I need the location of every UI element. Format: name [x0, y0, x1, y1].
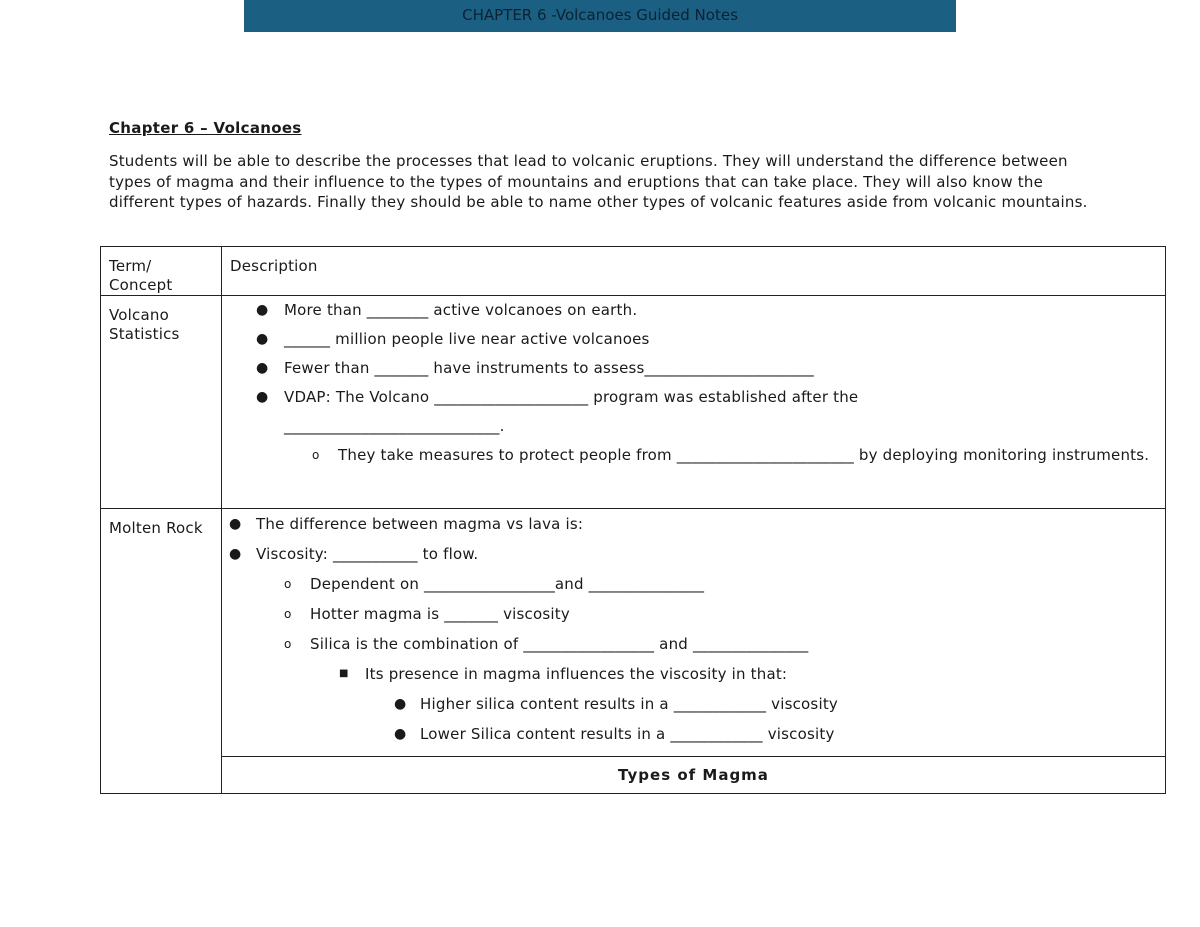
list-item-text: They take measures to protect people from _______________________ by deploying monitoring instruments.: [338, 446, 1150, 464]
list-item-text: Hotter magma is _______ viscosity: [310, 605, 570, 623]
bullet-icon: ●: [256, 360, 269, 376]
list-item-text: Its presence in magma influences the viscosity in that:: [365, 665, 788, 683]
term-cell: [101, 509, 222, 794]
header-description-cell: [222, 247, 1166, 296]
list-item-text: Higher silica content results in a ____________ viscosity: [420, 695, 838, 713]
bullet-icon: ●: [229, 546, 242, 562]
table-row: [101, 509, 1166, 757]
list-item-text: More than ________ active volcanoes on earth.: [284, 301, 638, 319]
list-item-text: Lower Silica content results in a ____________ viscosity: [420, 725, 835, 743]
square-bullet-icon: ■: [339, 668, 349, 679]
list-item-text: Fewer than _______ have instruments to assess______________________: [284, 359, 814, 377]
bullet-icon: ●: [394, 726, 407, 742]
intro-paragraph: Students will be able to describe the processes that lead to volcanic eruptions. They will understand the difference between types of magma and their influence to the types of mountains and eruptions that can take place. They will also know the different types of hazards. Finally they should be able to name other types of volcanic features aside from volcanic mountains.: [109, 152, 1088, 212]
types-of-magma-cell: [222, 757, 1166, 794]
list-item-text: The difference between magma vs lava is:: [256, 515, 584, 533]
types-of-magma-heading: Types of Magma: [618, 766, 769, 784]
list-item-text: VDAP: The Volcano ____________________ program was established after the ____________________________.: [284, 388, 859, 435]
list-item: [222, 659, 1165, 689]
circle-bullet-icon: o: [284, 607, 292, 621]
list-item: [222, 599, 1165, 629]
notes-table: [100, 246, 1166, 794]
list-item: [222, 296, 1165, 325]
list-item-text: Dependent on _________________and _______________: [310, 575, 705, 593]
list-item-text: ______ million people live near active volcanoes: [284, 330, 650, 348]
list-item: [222, 354, 1165, 383]
description-cell: [222, 296, 1166, 509]
list-item-text: Viscosity: ___________ to flow.: [256, 545, 479, 563]
bullet-icon: ●: [394, 696, 407, 712]
bullet-icon: ●: [256, 389, 269, 405]
list-item: [222, 509, 1165, 539]
list-item: [222, 719, 1165, 749]
header-bar: [244, 0, 956, 32]
list-item: [222, 689, 1165, 719]
table-row: [101, 296, 1166, 509]
term-molten-rock: Molten Rock: [109, 519, 203, 537]
header-term: Term/ Concept: [109, 257, 173, 294]
bullet-list: [222, 296, 1165, 470]
bullet-icon: ●: [229, 516, 242, 532]
bullet-icon: ●: [256, 331, 269, 347]
circle-bullet-icon: o: [284, 577, 292, 591]
list-item: [222, 629, 1165, 659]
term-cell: [101, 296, 222, 509]
circle-bullet-icon: o: [284, 637, 292, 651]
list-item-text: Silica is the combination of _________________ and _______________: [310, 635, 809, 653]
description-cell: [222, 509, 1166, 757]
bullet-list: [222, 509, 1165, 749]
document-title: Chapter 6 – Volcanoes: [109, 119, 302, 137]
term-volcano-statistics: Volcano Statistics: [109, 306, 180, 343]
circle-bullet-icon: o: [312, 448, 320, 462]
list-item: [222, 383, 1165, 441]
list-item: [222, 539, 1165, 569]
table-row: [101, 757, 1166, 794]
table-header-row: [101, 247, 1166, 296]
header-title: CHAPTER 6 -Volcanoes Guided Notes: [462, 6, 738, 24]
bullet-icon: ●: [256, 302, 269, 318]
list-item: [222, 441, 1165, 470]
header-description: Description: [230, 257, 318, 275]
header-term-cell: [101, 247, 222, 296]
list-item: [222, 569, 1165, 599]
list-item: [222, 325, 1165, 354]
